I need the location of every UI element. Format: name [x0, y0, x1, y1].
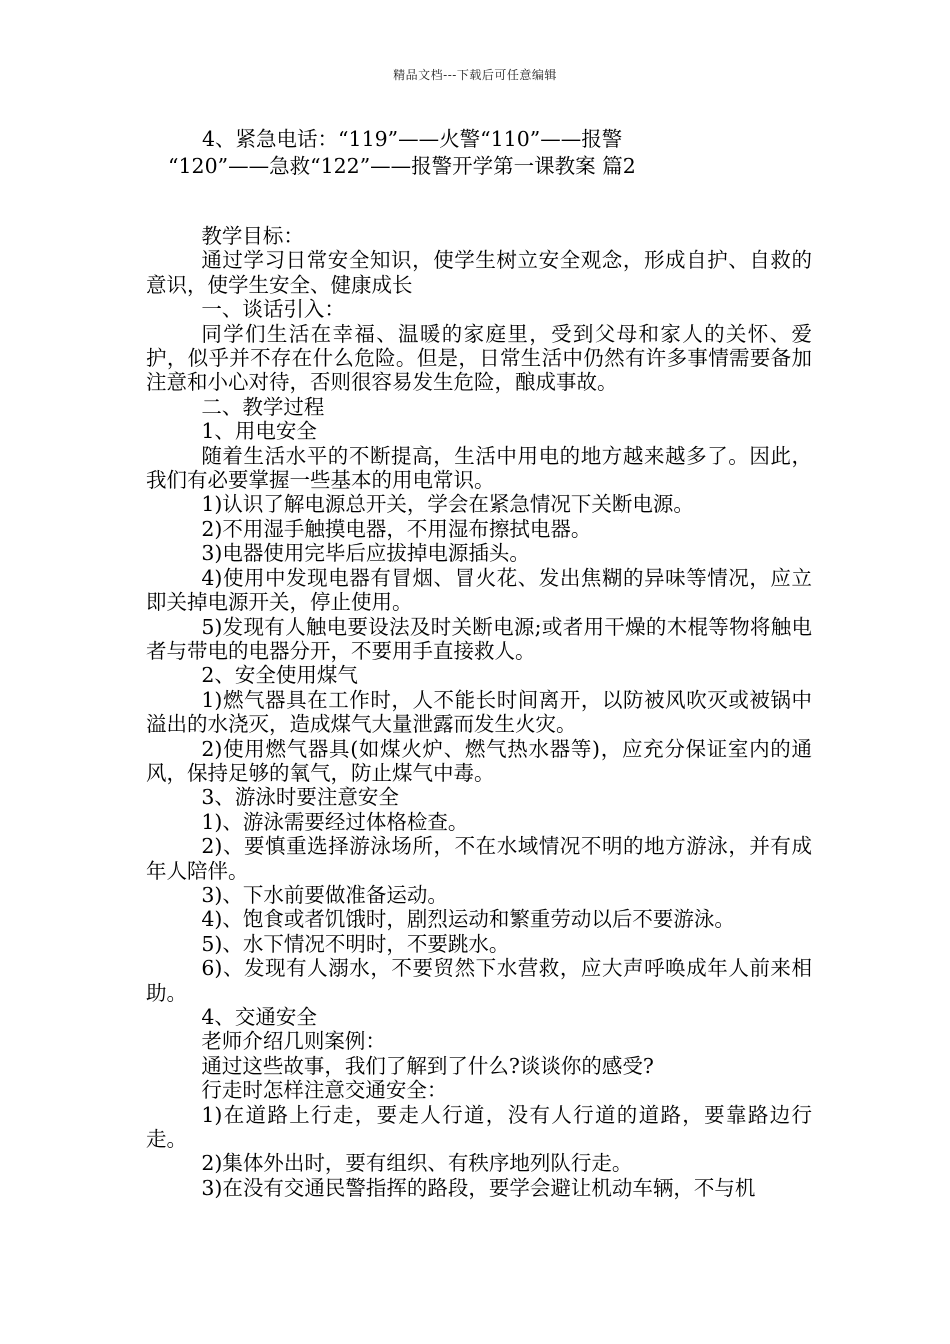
paragraph: 一、谈话引入：	[201, 297, 345, 322]
document-body	[146, 126, 812, 1200]
paragraph: 1、用电安全	[201, 419, 317, 444]
lesson-title-line: “120”——急救“122”——报警开学第一课教案 篇2	[168, 154, 636, 178]
emergency-line: 4、紧急电话：“119”——火警“110”——报警	[202, 127, 623, 151]
paragraph: 3)、下水前要做准备运动。	[201, 882, 448, 907]
paragraph: 行走时怎样注意交通安全：	[201, 1078, 448, 1103]
paragraph: 5)、水下情况不明时，不要跳水。	[201, 931, 510, 956]
paragraphs	[146, 224, 812, 1200]
top-lines	[146, 126, 812, 180]
paragraph: 3)电器使用完毕后应拔掉电源插头。	[201, 541, 530, 566]
paragraph: 2)不用湿手触摸电器，不用湿布擦拭电器。	[201, 516, 592, 541]
paragraph: 4)、饱食或者饥饿时，剧烈运动和繁重劳动以后不要游泳。	[201, 907, 735, 932]
page-header: 精品文档---下载后可任意编辑	[393, 68, 557, 82]
paragraph: 1)在道路上行走，要走人行道，没有人行道的道路，要靠路边行走。	[146, 1102, 812, 1152]
paragraph: 通过学习日常安全知识，使学生树立安全观念，形成自护、自救的意识，使学生安全、健康成长	[146, 248, 812, 297]
paragraph: 老师介绍几则案例：	[201, 1029, 386, 1054]
paragraph: 4)使用中发现电器有冒烟、冒火花、发出焦糊的异味等情况，应立即关掉电源开关，停止使用。	[146, 565, 812, 615]
paragraph: 1)、游泳需要经过体格检查。	[201, 809, 469, 834]
paragraph: 2)集体外出时，要有组织、有秩序地列队行走。	[201, 1151, 633, 1176]
paragraph: 1)认识了解电源总开关，学会在紧急情况下关断电源。	[201, 492, 694, 517]
paragraph: 2)、要慎重选择游泳场所，不在水域情况不明的地方游泳，并有成年人陪伴。	[146, 834, 812, 883]
paragraph: 5)发现有人触电要设法及时关断电源;或者用干燥的木棍等物将触电者与带电的电器分开，不要用手直接救人。	[146, 614, 812, 663]
paragraph: 通过这些故事，我们了解到了什么?谈谈你的感受?	[201, 1053, 654, 1078]
paragraph: 2)使用燃气器具(如煤火炉、燃气热水器等)，应充分保证室内的通风，保持足够的氧气，防止煤气中毒。	[146, 736, 812, 785]
paragraph: 同学们生活在幸福、温暖的家庭里，受到父母和家人的关怀、爱护，似乎并不存在什么危险。但是，日常生活中仍然有许多事情需要备加注意和小心对待，否则很容易发生危险，酿成事故。	[146, 321, 812, 395]
paragraph: 教学目标：	[201, 224, 304, 248]
paragraph: 4、交通安全	[201, 1005, 317, 1029]
paragraph: 随着生活水平的不断提高，生活中用电的地方越来越多了。因此，我们有必要掌握一些基本的用电常识。	[146, 443, 812, 493]
paragraph: 二、教学过程	[201, 394, 325, 419]
paragraph: 3、游泳时要注意安全	[201, 785, 399, 810]
paragraph: 1)燃气器具在工作时，人不能长时间离开，以防被风吹灭或被锅中溢出的水浇灭，造成煤气大量泄露而发生火灾。	[146, 687, 812, 737]
paragraph: 6)、发现有人溺水，不要贸然下水营救，应大声呼唤成年人前来相助。	[146, 956, 812, 1005]
paragraph: 3)在没有交通民警指挥的路段，要学会避让机动车辆，不与机	[201, 1175, 756, 1200]
paragraph: 2、安全使用煤气	[201, 663, 358, 688]
